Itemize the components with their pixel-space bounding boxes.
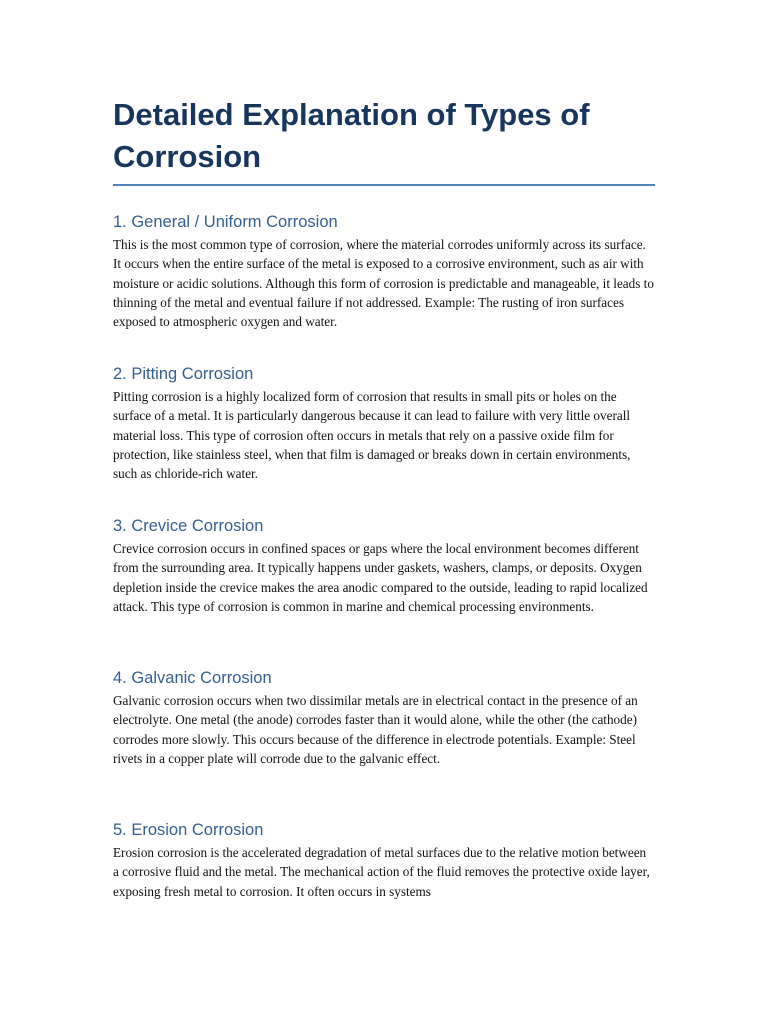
section-crevice-corrosion — [113, 515, 655, 616]
section-body: Crevice corrosion occurs in confined spaces or gaps where the local environment becomes different from the surrounding area. It typically happens under gaskets, washers, clamps, or deposits. Oxygen depletion inside the crevice makes the area anodic compared to the outside, leading to rapid localized attack. This type of corrosion is common in marine and chemical processing environments. — [113, 541, 648, 614]
section-erosion-corrosion — [113, 819, 655, 901]
section-body: This is the most common type of corrosion, where the material corrodes uniformly across its surface. It occurs when the entire surface of the metal is exposed to a corrosive environment, such as air with moisture or acidic solutions. Although this form of corrosion is predictable and manageable, it leads to thinning of the metal and eventual failure if not addressed. Example: The rusting of iron surfaces exposed to atmospheric oxygen and water. — [113, 237, 654, 330]
section-heading: 3. Crevice Corrosion — [113, 517, 264, 535]
section-heading: 4. Galvanic Corrosion — [113, 669, 272, 687]
section-galvanic-corrosion — [113, 667, 655, 768]
section-body: Galvanic corrosion occurs when two dissimilar metals are in electrical contact in the presence of an electrolyte. One metal (the anode) corrodes faster than it would alone, while the other (the cathode) corrodes more slowly. This occurs because of the difference in electrode potentials. Example: Steel rivets in a copper plate will corrode due to the galvanic effect. — [113, 693, 638, 766]
section-body: Erosion corrosion is the accelerated degradation of metal surfaces due to the relative motion between a corrosive fluid and the metal. The mechanical action of the fluid removes the protective oxide layer, exposing fresh metal to corrosion. It often occurs in systems — [113, 845, 650, 899]
section-heading: 1. General / Uniform Corrosion — [113, 213, 338, 231]
document-page — [113, 94, 655, 899]
section-body: Pitting corrosion is a highly localized form of corrosion that results in small pits or holes on the surface of a metal. It is particularly dangerous because it can lead to failure with very little overall material loss. This type of corrosion often occurs in metals that rely on a passive oxide film for protection, like stainless steel, when that film is damaged or breaks down in certain environments, such as chloride-rich water. — [113, 389, 631, 482]
section-heading: 2. Pitting Corrosion — [113, 365, 254, 383]
section-pitting-corrosion — [113, 363, 655, 483]
section-heading: 5. Erosion Corrosion — [113, 821, 264, 839]
section-general-uniform-corrosion — [113, 211, 655, 331]
document-title: Detailed Explanation of Types of Corrosion — [113, 94, 655, 186]
